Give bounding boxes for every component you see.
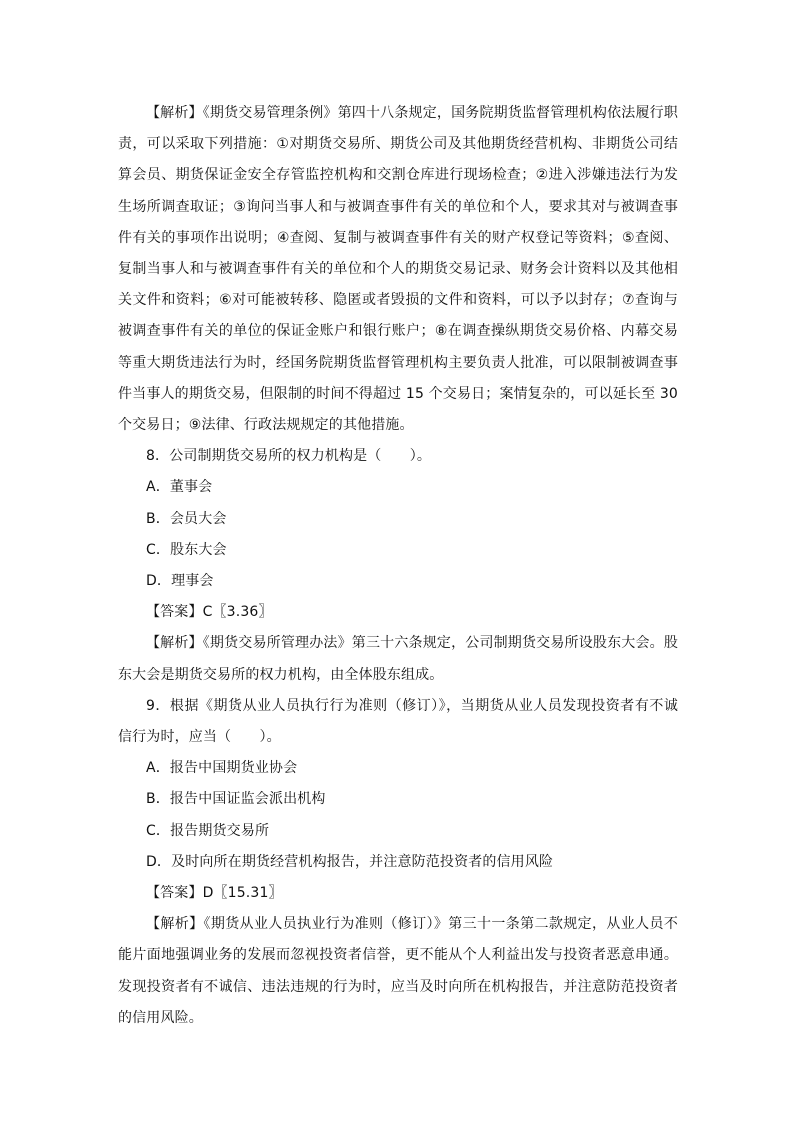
option-8d: D．理事会 — [146, 573, 214, 590]
option-9a: A．报告中国期货业协会 — [146, 760, 298, 777]
analysis-9: 【解析】《期货从业人员执业行为准则（修订）》第三十一条第二款规定，从业人员不能片面地强调业务的发展而忽视投资者信誉，更不能从个人利益出发与投资者恶意串通。发现投资者有不诚信、违法违规的行为时，应当及时向所在机构报告，并注意防范投资者的信用风险。 — [118, 916, 678, 1026]
question-8: 8．公司制期货交易所的权力机构是（ ）。 — [146, 448, 432, 465]
document-body — [118, 98, 678, 1034]
option-9d: D．及时向所在期货经营机构报告，并注意防范投资者的信用风险 — [146, 853, 554, 870]
option-9b: B．报告中国证监会派出机构 — [146, 791, 326, 808]
analysis-8: 【解析】《期货交易所管理办法》第三十六条规定，公司制期货交易所设股东大会。股东大会是期货交易所的权力机构，由全体股东组成。 — [118, 635, 678, 683]
option-8a: A．董事会 — [146, 479, 213, 496]
answer-9: 【答案】D〖15.31〗 — [146, 885, 283, 902]
option-8b: B．会员大会 — [146, 510, 227, 527]
question-9: 9．根据《期货从业人员执行行为准则（修订）》，当期货从业人员发现投资者有不诚信行为时，应当（ ）。 — [118, 697, 678, 746]
option-8c: C．股东大会 — [146, 541, 227, 558]
answer-8: 【答案】C〖3.36〗 — [146, 604, 273, 621]
option-9c: C．报告期货交易所 — [146, 822, 270, 839]
analysis-7: 【解析】《期货交易管理条例》第四十八条规定，国务院期货监督管理机构依法履行职责，可以采取下列措施：①对期货交易所、期货公司及其他期货经营机构、非期货公司结算会员、期货保证金安全存管监控机构和交割仓库进行现场检查；②进入涉嫌违法行为发生场所调查取证；③询问当事人和与被调查事件有关的单位和个人，要求其对与被调查事件有关的事项作出说明；④查阅、复制与被调查事件有关的财产权登记等资料；⑤查阅、复制当事人和与被调查事件有关的单位和个人的期货交易记录、财务会计资料以及其他相关文件和资料；⑥对可能被转移、隐匿或者毁损的文件和资料，可以予以封存；⑦查询与被调查事件有关的单位的保证金账户和银行账户；⑧在调查操纵期货交易价格、内幕交易等重大期货违法行为时，经国务院期货监督管理机构主要负责人批准，可以限制被调查事件当事人的期货交易，但限制的时间不得超过 15 个交易日；案情复杂的，可以延长至 30 个交易日；⑨法律、行政法规规定的其他措施。 — [118, 105, 678, 434]
